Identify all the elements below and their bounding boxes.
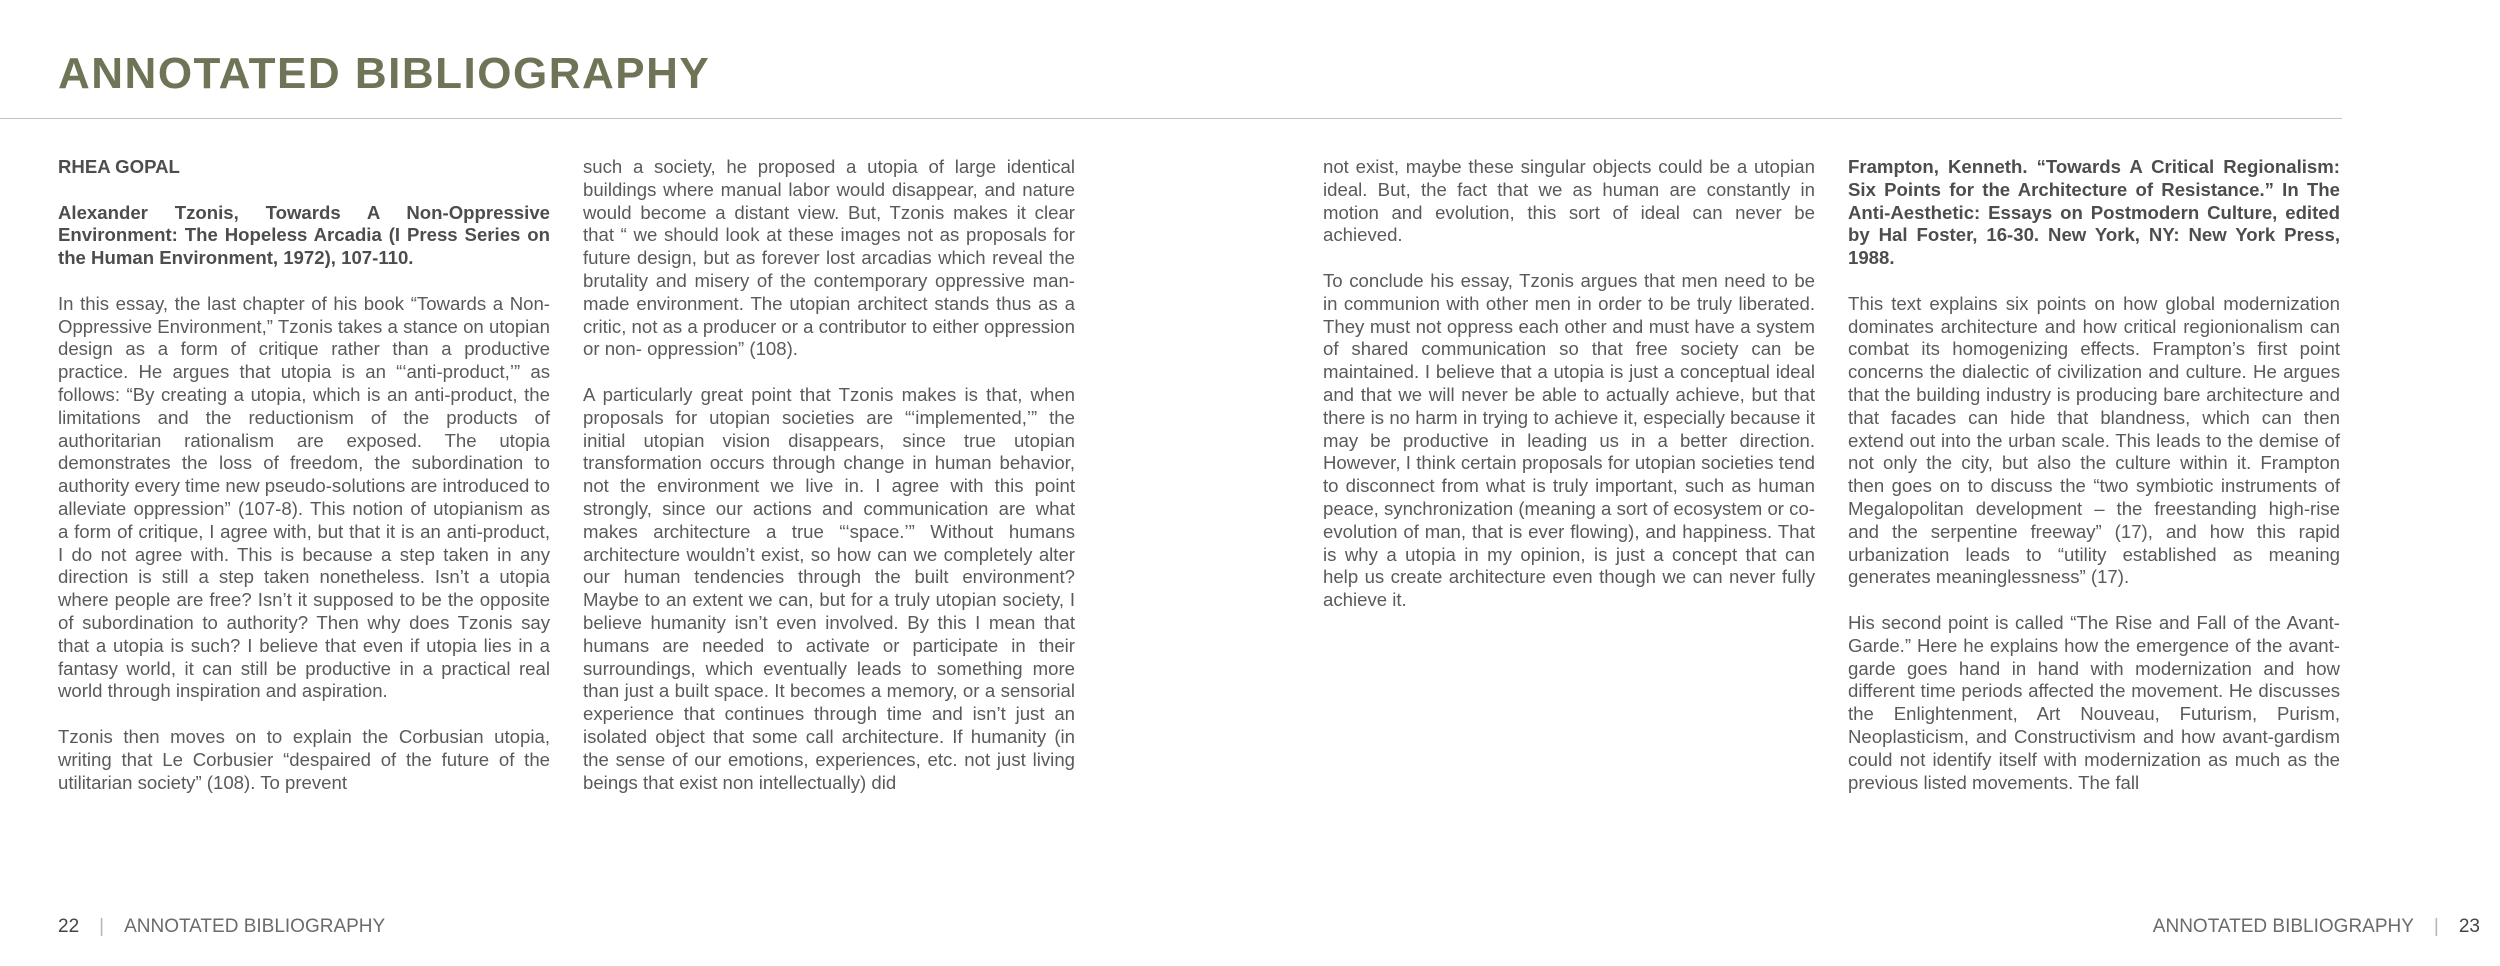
paragraph-tzonis-3-part-1: A particularly great point that Tzonis makes is that, when proposals for utopian societies are “‘implemented,’” the initial utopian vision disappears, since true utopian transformation occurs through change in human behavior, not the environment we live in. I agree with this point strongly, since our actions and communication are what makes architecture a true “‘space.’” Without humans architecture wouldn’t exist, so how can we completely alter our human tendencies through the built environment? Maybe to an extent we can, but for a truly utopian society, I believe humanity isn’t even involved. By this I mean that humans are needed to activate or participate in their surroundings, which eventually leads to something more than just a built space. It becomes a memory, or a sensorial experience that continues through time and isn’t just an isolated object that some call architecture. If humanity (in the sense of our emotions, experiences, etc. not just living beings that exist non intellectually) did [583,383,1075,793]
page-title: ANNOTATED BIBLIOGRAPHY [58,49,711,98]
page-number-right: 23 [2458,916,2480,937]
footer-label-left: ANNOTATED BIBLIOGRAPHY [124,916,386,937]
paragraph-tzonis-1: In this essay, the last chapter of his book “Towards a Non-Oppressive Environment,” Tzonis takes a stance on utopian design as a form of critique rather than a productive practice. He argues that utopia is an “‘anti-product,’” as follows: “By creating a utopia, which is an anti-product, the limitations and the reductionism of the products of authoritarian rationalism are exposed. The utopia demonstrates the loss of freedom, the subordination to authority every time new pseudo-solutions are introduced to alleviate oppression” (107-8). This notion of utopianism as a form of critique, I agree with, but that it is an anti-product, I do not agree with. This is because a step taken in any direction is still a step taken nonetheless. Isn’t a utopia where people are free? Isn’t it supposed to be the opposite of subordination to authority? Then why does Tzonis say that a utopia is such? I believe that even if utopia lies in a fantasy world, it can still be productive in a practical real world through inspiration and aspiration. [58,292,550,702]
column-2 [583,156,1075,794]
paragraph-frampton-2: His second point is called “The Rise and Fall of the Avant-Garde.” Here he explains how the emergence of the avant-garde goes hand in hand with modernization and how different time periods affected the movement. He discusses the Enlightenment, Art Nouveau, Futurism, Purism, Neoplasticism, and Constructivism and how avant-gardism could not identify itself with modernization as much as the previous listed movements. The fall [1848,611,2340,793]
footer-left [58,915,385,939]
column-4 [1848,156,2340,794]
header-divider [0,118,2342,119]
citation-tzonis: Alexander Tzonis, Towards A Non-Oppressive Environment: The Hopeless Arcadia (I Press Series on the Human Environment, 1972), 107-110. [58,201,550,269]
author-name: RHEA GOPAL [58,156,180,177]
citation-frampton: Frampton, Kenneth. “Towards A Critical Regionalism: Six Points for the Architecture of Resistance.” In The Anti-Aesthetic: Essays on Postmodern Culture, edited by Hal Foster, 16-30. New York, NY: New York Press, 1988. [1848,156,2340,269]
paragraph-tzonis-3-part-2: not exist, maybe these singular objects could be a utopian ideal. But, the fact that we as human are constantly in motion and evolution, this sort of ideal can never be achieved. [1323,156,1815,246]
paragraph-tzonis-4: To conclude his essay, Tzonis argues that men need to be in communion with other men in order to be truly liberated. They must not oppress each other and must have a system of shared communication so that free society can be maintained. I believe that a utopia is just a conceptual ideal and that we will never be able to actually achieve, but that there is no harm in trying to achieve it, especially because it may be productive in leading us in a better direction. However, I think certain proposals for utopian societies tend to disconnect from what is truly important, such as human peace, synchronization (meaning a sort of ecosystem or co-evolution of man, that is ever flowing), and happiness. That is why a utopia in my opinion, is just a concept that can help us create architecture even though we can never fully achieve it. [1323,269,1815,611]
footer-separator-left: | [99,916,105,937]
column-1 [58,156,550,794]
page-number-left: 22 [58,916,80,937]
column-3 [1323,156,1815,635]
footer-separator-right: | [2433,916,2439,937]
paragraph-tzonis-2-part-2: such a society, he proposed a utopia of large identical buildings where manual labor would disappear, and nature would become a distant view. But, Tzonis makes it clear that “ we should look at these images not as proposals for future design, but as forever lost arcadias which reveal the brutality and misery of the contemporary oppressive man-made environment. The utopian architect stands thus as a critic, not as a producer or a contributor to either oppression or non- oppression” (108). [583,156,1075,360]
footer-right [2153,915,2480,939]
paragraph-frampton-1: This text explains six points on how global modernization dominates architecture and how critical regionionalism can combat its homogenizing effects. Frampton’s first point concerns the dialectic of civilization and culture. He argues that the building industry is producing bare architecture and that facades can hide that blandness, which can then extend out into the urban scale. This leads to the demise of not only the city, but also the culture within it. Frampton then goes on to discuss the “two symbiotic instruments of Megalopolitan development – the freestanding high-rise and the serpentine freeway” (17), and how this rapid urbanization leads to “utility established as meaning generates meaninglessness” (17). [1848,292,2340,588]
paragraph-tzonis-2-part-1: Tzonis then moves on to explain the Corbusian utopia, writing that Le Corbusier “despaired of the future of the utilitarian society” (108). To prevent [58,725,550,793]
footer-label-right: ANNOTATED BIBLIOGRAPHY [2152,916,2414,937]
